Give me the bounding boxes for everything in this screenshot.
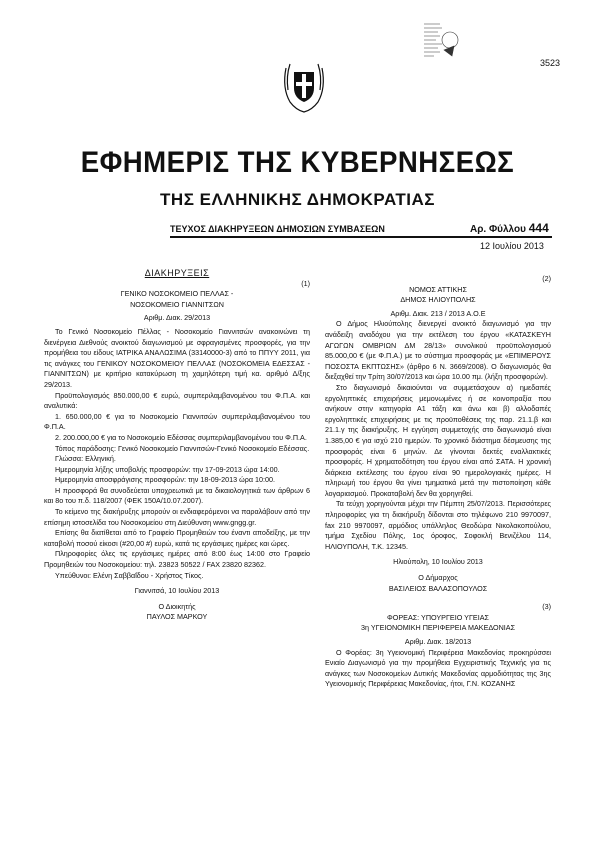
- paragraph: Γλώσσα: Ελληνική.: [55, 454, 116, 464]
- page-number: 3523: [540, 58, 561, 68]
- paragraph: Το κείμενο της διακήρυξης μπορούν οι ενδιαφερόμενοι να παραλάβουν από την επίσημη ιστοσελίδα του Νοσοκομείου στη Διεύθυνση www.gngg.gr.: [44, 507, 310, 527]
- org-line-2: ΝΟΣΟΚΟΜΕΙΟ ΓΙΑΝΝΙΤΣΩΝ: [130, 299, 224, 309]
- paragraph: Ο Φορέας: 3η Υγειονομική Περιφέρεια Μακεδονίας προκηρύσσει Ενιαίο Διαγωνισμό για την προμήθεια Εγχειριστικής Τεχνικής για τις ανάγκες των Νοσοκομείων Δυτικής Μακεδονίας αρμοδιότητας της 3ης Υγειονομικής Περιφέρειας Μακεδονίας, ήτοι, Γ.Ν. ΚΟΖΑΝΗΣ: [325, 647, 551, 689]
- org-line-1: ΝΟΜΟΣ ΑΤΤΙΚΗΣ: [409, 284, 467, 294]
- notice-number: (1): [301, 278, 310, 288]
- header-rule: [170, 236, 552, 238]
- issue-type: ΤΕΥΧΟΣ ΔΙΑΚΗΡΥΞΕΩΝ ΔΗΜΟΣΙΩΝ ΣΥΜΒΑΣΕΩΝ: [170, 224, 385, 234]
- sheet-value: 444: [528, 221, 549, 235]
- org-line-4: 3η ΥΓΕΙΟΝΟΜΙΚΗ ΠΕΡΙΦΕΡΕΙΑ ΜΑΚΕΔΟΝΙΑΣ: [360, 623, 516, 633]
- section-heading: ΔΙΑΚΗΡΥΞΕΙΣ: [144, 268, 210, 278]
- gazette-subtitle: ΤΗΣ ΕΛΛΗΝΙΚΗΣ ΔΗΜΟΚΡΑΤΙΑΣ: [160, 190, 435, 209]
- notice-number: (2): [542, 274, 551, 283]
- sheet-label: Αρ. Φύλλου: [470, 224, 526, 235]
- paragraph: Ο Δήμος Ηλιούπολης διενεργεί ανοικτό διαγωνισμό για την ανάδειξη αναδόχου για την εκτέλεση του έργου «ΚΑΤΑΣΚΕΥΗ ΑΓΩΓΩΝ ΟΜΒΡΙΩΝ ΔΜ 28/13» συνολικού προϋπολογισμού 85.000,00 € (με Φ.Π.Α.) με το σύστημα προσφοράς με «ΕΠΙΜΕΡΟΥΣ ΠΟΣΟΣΤΑ ΕΚΠΤΩΣΗΣ» (άρθρο 6 Ν. 3669/2008). Ο διαγωνισμός θα διεξαχθεί την Τρίτη 30/07/2013 και ώρα 10.00 πμ. (λήξη προσφορών).: [325, 319, 551, 382]
- org-line-3: ΦΟΡΕΑΣ: ΥΠΟΥΡΓΕΙΟ ΥΓΕΙΑΣ: [387, 612, 489, 622]
- paragraph: Η προσφορά θα συνοδεύεται υποχρεωτικά με τα δικαιολογητικά των άρθρων 6 και 8ο του π.δ. 118/2007 (ΦΕΚ 150Α/10.07.2007).: [44, 485, 310, 506]
- notice-number: (3): [542, 602, 551, 612]
- place-date: Γιαννιτσά, 10 Ιουλίου 2013: [134, 586, 220, 596]
- paragraph: Το Γενικό Νοσοκομείο Πέλλας - Νοσοκομείο Γιαννιτσών ανακοινώνει τη διενέργεια Διεθνούς ανοικτού διαγωνισμού με σφραγισμένες προσφορές, για την προμήθεια του είδους ΙΑΤΡΙΚΑ ΑΝΑΛΩΣΙΜΑ (33140000-3) από το ΠΠΥΥ 2011, για τις ανάγκες του ΓΕΝΙΚΟΥ ΝΟΣΟΚΟΜΕΙΟΥ ΠΕΛΛΑΣ (ΝΟΣΟΚΟΜΕΙΑ ΕΔΕΣΣΑΣ - ΓΙΑΝΝΙΤΣΩΝ) με κριτήριο κατακύρωση τη χαμηλότερη τιμή κα. αριθμό Δ/ξης 29/2013.: [44, 326, 310, 389]
- declaration-number: Αριθμ. Διακ. 18/2013: [404, 637, 472, 646]
- paragraph: Τόπος παράδοσης: Γενικό Νοσοκομείο Γιαννιτσών-Γενικό Νοσοκομείο Εδέσσας.: [55, 443, 310, 453]
- signatory-name: ΠΑΥΛΟΣ ΜΑΡΚΟΥ: [146, 612, 208, 622]
- issue-date: 12 Ιουλίου 2013: [480, 241, 544, 251]
- signatory-role: Ο Διοικητής: [158, 601, 196, 611]
- org-line-2: ΔΗΜΟΣ ΗΛΙΟΥΠΟΛΗΣ: [400, 295, 476, 305]
- place-date: Ηλιούπολη, 10 Ιουλίου 2013: [393, 557, 483, 567]
- right-column: [325, 268, 551, 690]
- coat-of-arms-icon: [280, 60, 328, 116]
- paragraph: 2. 200.000,00 € για το Νοσοκομείο Εδέσσας συμπεριλαμβανομένου του Φ.Π.Α.: [55, 432, 307, 442]
- paragraph: Υπεύθυνοι: Ελένη Σαββαΐδου - Χρήστος Τίκος.: [55, 570, 204, 580]
- sheet-number: [470, 221, 549, 235]
- signatory-name: ΒΑΣΙΛΕΙΟΣ ΒΑΛΑΣΟΠΟΥΛΟΣ: [388, 583, 488, 593]
- paragraph: Τα τεύχη χορηγούνται μέχρι την Πέμπτη 25/07/2013. Περισσότερες πληροφορίες για τη διακήρυξη δίδονται στο τηλέφωνο 210 9970097, fax 210 9970097, αρμόδιος υπάλληλος Θεοδώρα Νικολακοπούλου, τμήμα Σχεδίου Πόλης, 1ος όροφος, Σοφοκλή Βενιζέλου 114, ΗΛΙΟΥΠΟΛΗ, Τ.Κ. 12345.: [325, 499, 551, 551]
- seal-stamp-icon: [420, 20, 462, 64]
- paragraph: Επίσης θα διατίθεται από το Γραφείο Προμηθειών του έναντι αποδείξης, με την καταβολή ποσού είκοσι (#20,00 #) ευρώ, κατά τις εργάσιμες ημέρες και ώρες.: [44, 528, 310, 548]
- org-line-1: ΓΕΝΙΚΟ ΝΟΣΟΚΟΜΕΙΟ ΠΕΛΛΑΣ -: [120, 289, 234, 299]
- declaration-number: Αριθμ. Διακ. 29/2013: [143, 313, 211, 323]
- declaration-number: Αριθμ. Διακ. 213 / 2013 Α.Ο.Ε: [390, 308, 486, 318]
- paragraph: Ημερομηνία αποσφράγισης προσφορών: την 18-09-2013 ώρα 10:00.: [55, 475, 275, 485]
- paragraph: Προϋπολογισμός 850.000,00 € ευρώ, συμπεριλαμβανομένου του Φ.Π.Α. και αναλυτικά:: [44, 390, 310, 411]
- signatory-role: Ο Δήμαρχος: [418, 573, 458, 583]
- paragraph: Πληροφορίες όλες τις εργάσιμες ημέρες από 8:00 έως 14:00 στο Γραφείο Προμηθειών του Νοσοκομείου: τηλ. 23823 50522 / FAX 23820 82362.: [44, 549, 310, 570]
- paragraph: Ημερομηνία λήξης υποβολής προσφορών: την 17-09-2013 ώρα 14:00.: [55, 464, 280, 474]
- paragraph: Στο διαγωνισμό δικαιούνται να συμμετάσχουν α) ημεδαπές εργοληπτικές επιχειρήσεις μεμονωμένες ή σε κοινοπραξία που ανήκουν στην κατηγορία Α1 τάξη και άνω και β) αλλοδαπές εργοληπτικές επιχειρήσεις με τις προϋποθέσεις της παρ. 21.1.β και 21.1.γ της διακήρυξης. Η εγγύηση συμμετοχής στο διαγωνισμό είναι 1.385,00 € για ισχύ 210 ημερών. Το χρονικό διάστημα δέσμευσης της προσφοράς είναι 6 μηνών. Δε γίνονται δεκτές εναλλακτικές προσφορές. Η χρηματοδότηση του έργου είναι από ΣΑΤΑ. Η χρονική διάρκεια εκτέλεσης του έργου είναι 90 ημερολογιακές ημέρες. Η πληρωμή του έργου θα γίνει τμηματικά μετά την πιστοποίηση κάθε λογαριασμού. Προκαταβολή δεν θα χορηγηθεί.: [325, 382, 551, 498]
- paragraph: 1. 650.000,00 € για το Νοσοκομείο Γιαννιτσών συμπεριλαμβανομένου του Φ.Π.Α.: [44, 411, 310, 432]
- gazette-title: ΕΦΗΜΕΡΙΣ ΤΗΣ ΚΥΒΕΡΝΗΣΕΩΣ: [80, 146, 515, 179]
- left-column: [44, 268, 310, 623]
